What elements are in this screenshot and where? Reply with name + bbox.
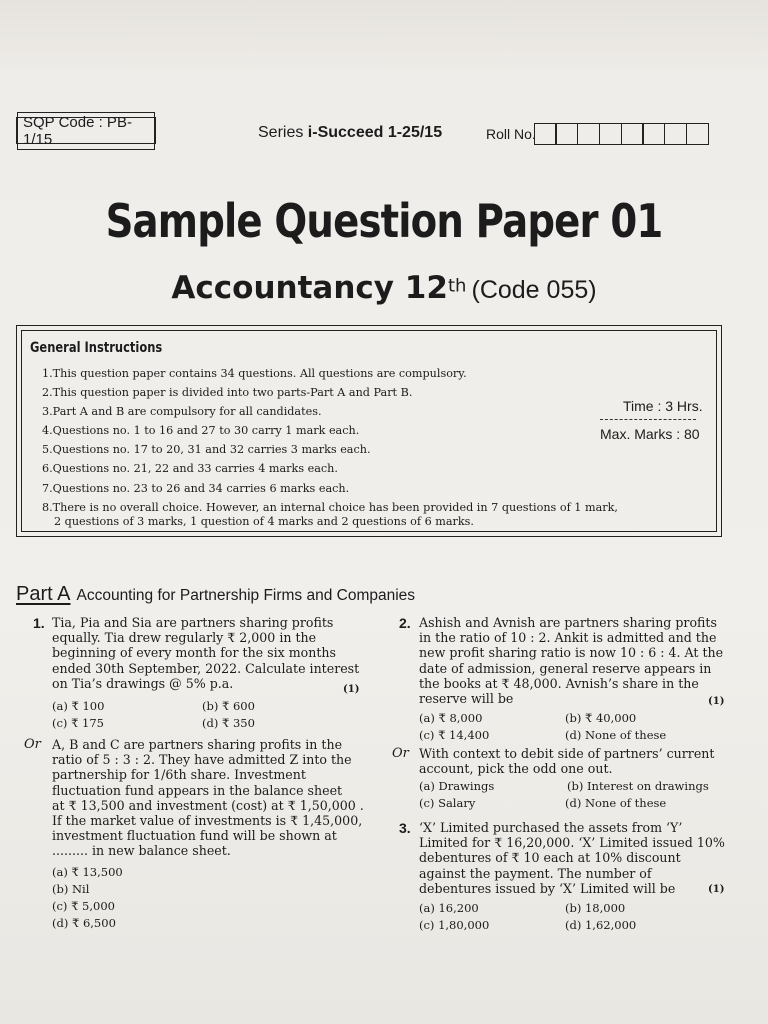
option: (a) ₹ 13,500	[52, 865, 123, 879]
max-marks-label: Max. Marks : 80	[600, 426, 700, 442]
question-2-text	[419, 615, 723, 706]
option: (a) 16,200	[419, 901, 479, 915]
question-line: at ₹ 13,500 and investment (cost) at ₹ 1,50,000 .	[52, 797, 364, 813]
option: (b) Nil	[52, 882, 90, 896]
time-label: Time : 3 Hrs.	[623, 398, 703, 414]
option: (c) ₹ 175	[52, 716, 104, 730]
instruction-item: 8.There is no overall choice. However, an internal choice has been provided in 7 questions of 1 mark,	[42, 500, 618, 514]
option: (a) Drawings	[419, 779, 495, 793]
question-line: ended 30th September, 2022. Calculate interest	[52, 660, 360, 676]
instruction-item: 2.This question paper is divided into two parts-Part A and Part B.	[42, 386, 413, 400]
question-line: If the market value of investments is ₹ 1,45,000,	[52, 813, 363, 829]
roll-digit-box[interactable]	[534, 123, 557, 145]
roll-digit-box[interactable]	[686, 123, 709, 145]
instruction-item: 7.Questions no. 23 to 26 and 34 carries 6 marks each.	[42, 481, 350, 495]
option: (a) ₹ 8,000	[419, 711, 483, 725]
option: (c) Salary	[419, 796, 476, 810]
instruction-item: 5.Questions no. 17 to 20, 31 and 32 carries 3 marks each.	[42, 443, 371, 457]
question-line: Limited for ₹ 16,20,000. ‘X’ Limited issued 10%	[419, 835, 725, 851]
question-line: ‘X’ Limited purchased the assets from ‘Y’	[419, 820, 683, 835]
option: (b) ₹ 600	[202, 699, 255, 713]
option: (c) 1,80,000	[419, 918, 490, 932]
question-line: account, pick the odd one out.	[419, 761, 613, 777]
instruction-item: 4.Questions no. 1 to 16 and 27 to 30 carry 1 mark each.	[42, 424, 360, 438]
option: (c) ₹ 14,400	[419, 728, 490, 742]
part-a-heading	[16, 583, 415, 606]
question-line: on Tia’s drawings @ 5% p.a.	[52, 675, 234, 691]
instructions-list	[42, 364, 618, 531]
question-line: date of admission, general reserve appears in	[419, 660, 712, 676]
roll-no-boxes[interactable]	[535, 123, 709, 145]
option: (d) ₹ 6,500	[52, 916, 116, 930]
question-line: investment fluctuation fund will be shown at	[52, 828, 337, 844]
question-number: 3.	[399, 820, 411, 836]
question-line: beginning of every month for the six months	[52, 645, 337, 661]
question-line: the books at ₹ 48,000. Avnish’s share in the	[419, 675, 699, 691]
question-line: equally. Tia drew regularly ₹ 2,000 in the	[52, 630, 317, 646]
question-line: debentures of ₹ 10 each at 10% discount	[419, 850, 681, 866]
subject-code: (Code 055)	[471, 276, 597, 304]
time-marks-divider	[600, 419, 696, 420]
question-line: A, B and C are partners sharing profits in the	[52, 737, 343, 752]
series-name: i-Succeed 1-25/15	[307, 124, 443, 141]
question-line: With context to debit side of partners’ current	[419, 746, 715, 761]
question-line: Ashish and Avnish are partners sharing profits	[419, 615, 717, 630]
roll-digit-box[interactable]	[599, 123, 622, 145]
roll-digit-box[interactable]	[577, 123, 600, 145]
subject-heading	[0, 270, 768, 306]
sqp-code: SQP Code : PB-1/15	[17, 112, 155, 150]
series-prefix: Series	[258, 124, 308, 141]
option: (b) ₹ 40,000	[565, 711, 637, 725]
option: (a) ₹ 100	[52, 699, 105, 713]
option: (d) None of these	[565, 728, 667, 742]
subject-sup: th	[447, 275, 467, 297]
or-label: Or	[24, 737, 41, 752]
question-line: in the ratio of 10 : 2. Ankit is admitted and the	[419, 630, 717, 646]
question-line: ......... in new balance sheet.	[52, 843, 231, 859]
option: (c) ₹ 5,000	[52, 899, 115, 913]
question-line: Tia, Pia and Sia are partners sharing profits	[52, 615, 334, 630]
question-1-or-text	[52, 737, 364, 859]
roll-digit-box[interactable]	[555, 123, 578, 145]
question-line: reserve will be	[419, 691, 514, 707]
option: (b) Interest on drawings	[567, 779, 709, 793]
option: (d) None of these	[565, 796, 667, 810]
part-a-label: Part A	[16, 583, 71, 605]
sqp-code-box	[16, 113, 156, 148]
part-a-subtitle: Accounting for Partnership Firms and Companies	[76, 587, 416, 604]
question-marks: (1)	[708, 884, 725, 895]
question-3-text	[419, 820, 725, 896]
roll-no-label: Roll No.	[486, 126, 536, 142]
question-line: ratio of 5 : 3 : 2. They have admitted Z into the	[52, 752, 352, 768]
roll-digit-box[interactable]	[621, 123, 644, 145]
instruction-item-continued: 2 questions of 3 marks, 1 question of 4 marks and 2 questions of 6 marks.	[54, 514, 474, 528]
option: (b) 18,000	[565, 901, 626, 915]
question-marks: (1)	[343, 684, 360, 695]
option: (d) ₹ 350	[202, 716, 255, 730]
question-number: 1.	[33, 615, 45, 631]
series-label	[258, 124, 442, 142]
question-line: new profit sharing ratio is now 10 : 6 : 4. At the	[419, 645, 724, 661]
subject-name: Accountancy 12	[171, 270, 448, 306]
question-2-or-text	[419, 746, 714, 776]
instruction-item: 6.Questions no. 21, 22 and 33 carries 4 marks each.	[42, 462, 338, 476]
question-line: partnership for 1/6th share. Investment	[52, 767, 306, 783]
roll-digit-box[interactable]	[642, 123, 665, 145]
instructions-heading: General Instructions	[30, 340, 163, 356]
or-label: Or	[392, 746, 409, 761]
instruction-item: 1.This question paper contains 34 questions. All questions are compulsory.	[42, 367, 467, 380]
paper-title: Sample Question Paper 01	[105, 194, 663, 248]
question-number: 2.	[399, 615, 411, 631]
question-marks: (1)	[708, 696, 725, 707]
question-line: against the payment. The number of	[419, 865, 652, 881]
question-line: fluctuation fund appears in the balance sheet	[52, 782, 343, 798]
question-1-text	[52, 615, 359, 691]
option: (d) 1,62,000	[565, 918, 637, 932]
roll-digit-box[interactable]	[664, 123, 687, 145]
question-line: debentures issued by ‘X’ Limited will be	[419, 880, 676, 896]
instruction-item: 3.Part A and B are compulsory for all candidates.	[42, 405, 322, 419]
